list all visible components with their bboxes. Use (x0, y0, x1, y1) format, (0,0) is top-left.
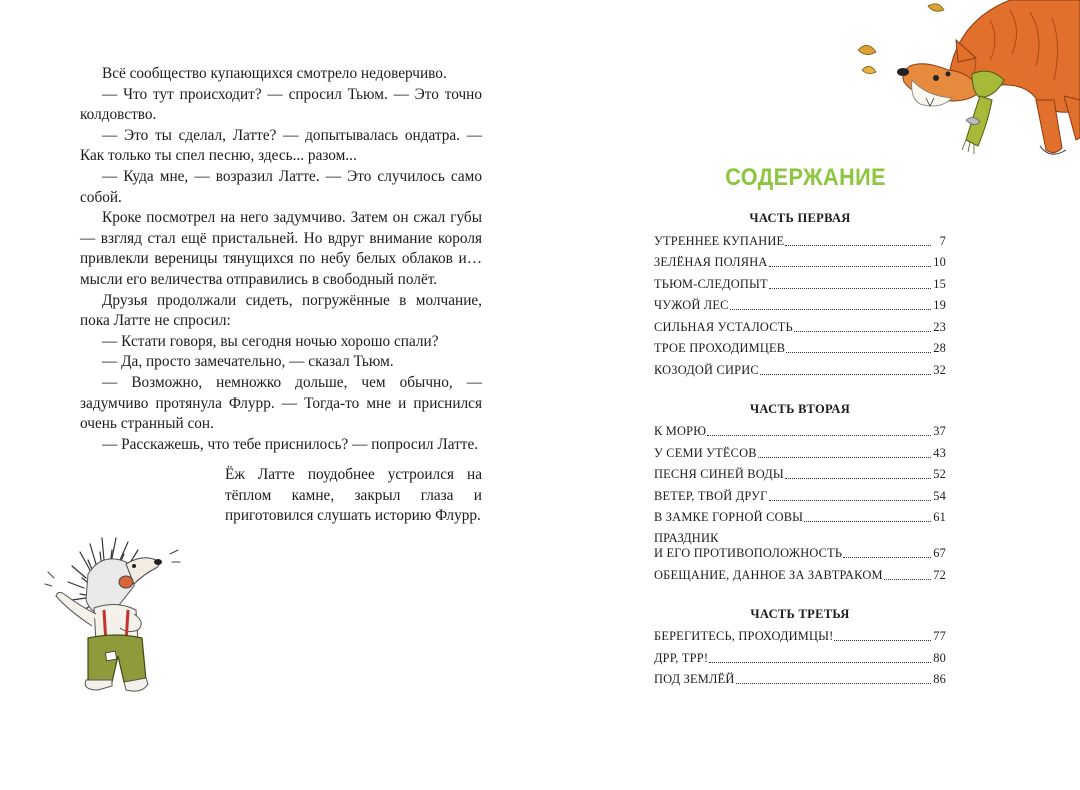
table-of-contents (654, 209, 946, 687)
dot-leader (730, 309, 931, 310)
toc-entry-title: ПРАЗДНИК И ЕГО ПРОТИВОПОЛОЖНОСТЬ (654, 531, 843, 560)
toc-entry-page: 67 (933, 546, 946, 560)
toc-entry-page: 10 (933, 255, 946, 269)
toc-entry[interactable] (654, 623, 946, 645)
paragraph: — Куда мне, — возразил Латте. — Это случилось само собой. (80, 167, 482, 206)
toc-entry-title: СИЛЬНАЯ УСТАЛОСТЬ (654, 319, 793, 334)
toc-entry-page: 32 (933, 362, 946, 377)
paragraph: — Что тут происходит? — спросил Тьюм. — Это точно колдовство. (80, 85, 482, 124)
fox-illustration (840, 0, 1080, 165)
dot-leader (785, 478, 931, 479)
toc-entry-page: 37 (933, 424, 946, 438)
toc-entry-title: У СЕМИ УТЁСОВ (654, 445, 757, 460)
dot-leader (709, 662, 931, 663)
dot-leader (769, 266, 932, 267)
toc-entry-title: ДРР, ТРР! (654, 650, 709, 665)
dot-leader (834, 640, 931, 641)
toc-entry-title: ПОД ЗЕМЛЁЙ (654, 672, 735, 686)
toc-entry-title: БЕРЕГИТЕСЬ, ПРОХОДИМЦЫ! (654, 629, 834, 643)
hedgehog-illustration (42, 530, 192, 700)
toc-entry[interactable] (654, 418, 946, 440)
toc-entry-title: ЗЕЛЁНАЯ ПОЛЯНА (654, 255, 768, 269)
dot-leader (786, 352, 931, 353)
toc-entry-page: 7 (939, 233, 946, 248)
toc-entry-page: 77 (933, 629, 946, 643)
toc-entry[interactable] (654, 561, 946, 583)
toc-entry-title: ПЕСНЯ СИНЕЙ ВОДЫ (654, 467, 784, 481)
toc-entry-page: 52 (933, 467, 946, 481)
toc-entry-title: ТРОЕ ПРОХОДИМЦЕВ (654, 341, 786, 355)
toc-entry-page: 23 (933, 319, 946, 334)
toc-entry-page: 19 (933, 298, 946, 312)
toc-entry[interactable] (654, 504, 946, 526)
part-heading: ЧАСТЬ ВТОРАЯ (749, 401, 851, 416)
toc-entry-page: 54 (933, 488, 946, 503)
dot-leader (843, 557, 931, 558)
part-heading: ЧАСТЬ ТРЕТЬЯ (750, 606, 850, 621)
dot-leader (884, 579, 931, 580)
paragraph: — Да, просто замечательно, — сказал Тьюм. (102, 353, 394, 371)
toc-entry[interactable] (654, 482, 946, 504)
toc-entry[interactable] (654, 292, 946, 314)
toc-entry[interactable] (654, 313, 946, 335)
toc-entry[interactable] (654, 249, 946, 271)
toc-entry[interactable] (654, 270, 946, 292)
toc-entry-title: КОЗОДОЙ СИРИС (654, 362, 759, 377)
toc-entry-page: 61 (933, 510, 946, 524)
toc-entry[interactable] (654, 335, 946, 357)
toc-entry-title: ТЬЮМ-СЛЕДОПЫТ (654, 276, 768, 291)
toc-entry-title: В ЗАМКЕ ГОРНОЙ СОВЫ (654, 510, 804, 524)
dot-leader (707, 435, 931, 436)
toc-entry-page: 15 (933, 276, 946, 291)
toc-entry-title: УТРЕННЕЕ КУПАНИЕ (654, 233, 785, 248)
dot-leader (758, 457, 931, 458)
toc-entry-title: ЧУЖОЙ ЛЕС (654, 298, 729, 312)
dot-leader (760, 374, 931, 375)
story-text (80, 64, 482, 527)
paragraph: — Расскажешь, что тебе приснилось? — попросил Латте. (102, 435, 479, 453)
toc-entry[interactable] (654, 644, 946, 666)
paragraph: — Это ты сделал, Латте? — допытывалась ондатра. — Как только ты спел песню, здесь... разом... (80, 126, 482, 165)
paragraph: Друзья продолжали сидеть, погружённые в молчание, пока Латте не спросил: (80, 291, 482, 330)
toc-entry[interactable] (654, 439, 946, 461)
toc-entry-title: ВЕТЕР, ТВОЙ ДРУГ (654, 488, 768, 503)
toc-entry[interactable] (654, 666, 946, 688)
toc-entry-page: 80 (933, 650, 946, 665)
toc-entry-page: 86 (933, 672, 946, 686)
dot-leader (769, 288, 931, 289)
toc-entry-title: К МОРЮ (654, 424, 707, 438)
paragraph: — Кстати говоря, вы сегодня ночью хорошо спали? (102, 332, 439, 350)
dot-leader (736, 683, 931, 684)
toc-entry[interactable] (654, 461, 946, 483)
dot-leader (785, 245, 931, 246)
paragraph: — Возможно, немножко дольше, чем обычно, — задумчиво протянула Флурр. — Тогда-то мне и приснился очень странный сон. (80, 373, 482, 433)
paragraph: Всё сообщество купающихся смотрело недоверчиво. (102, 65, 447, 82)
toc-entry[interactable] (654, 227, 946, 249)
toc-entry[interactable] (654, 356, 946, 378)
part-spacer (654, 378, 946, 400)
toc-entry-title: ОБЕЩАНИЕ, ДАННОЕ ЗА ЗАВТРАКОМ (654, 567, 883, 582)
toc-entry-page: 72 (933, 567, 946, 582)
dot-leader (804, 521, 931, 522)
right-page (540, 0, 1080, 790)
toc-title: СОДЕРЖАНИЕ (725, 164, 886, 191)
closing-paragraph: Ёж Латте поудобнее устроился на тёплом камне, закрыл глаза и приготовился слушать историю Флурр. (225, 466, 482, 525)
paragraph: Кроке посмотрел на него задумчиво. Затем он сжал губы — взгляд стал ещё пристальней. Но вдруг внимание короля привлекли вереницы тянущихся по небу белых облаков и… мысли его величества отправились в свободный полёт. (80, 209, 482, 288)
dot-leader (769, 500, 931, 501)
part-spacer (654, 583, 946, 605)
toc-entry-page: 43 (933, 445, 946, 460)
toc-entry[interactable] (654, 525, 946, 561)
toc-entry-page: 28 (933, 341, 946, 355)
dot-leader (794, 331, 931, 332)
part-heading: ЧАСТЬ ПЕРВАЯ (749, 211, 851, 225)
